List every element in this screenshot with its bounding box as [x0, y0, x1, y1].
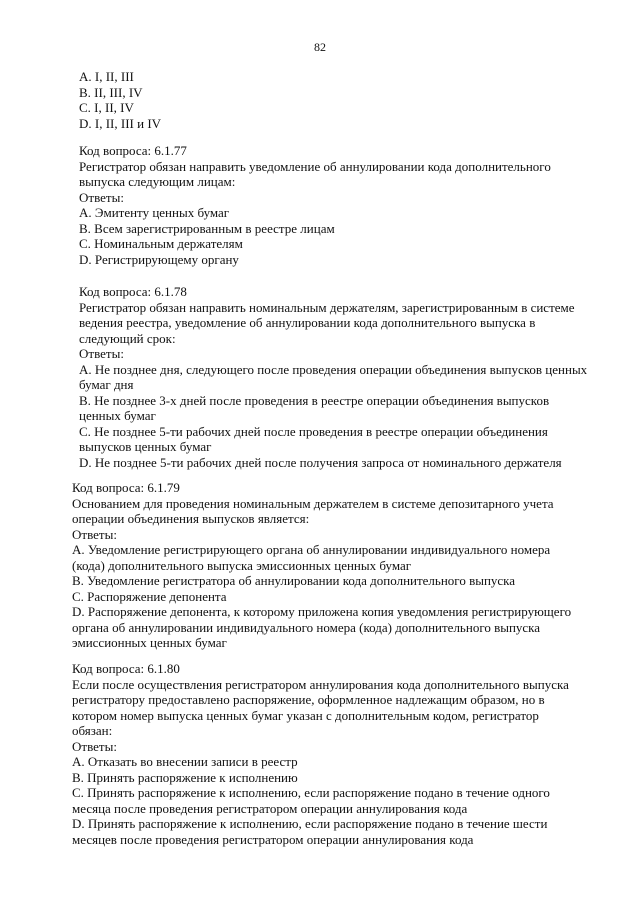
question-text: Регистратор обязан направить уведомление об аннулировании кода дополнительного	[79, 158, 551, 174]
answer-option: эмиссионных ценных бумаг	[72, 635, 227, 650]
answer-option: B. Принять распоряжение к исполнению	[72, 769, 298, 785]
answer-option: C. Принять распоряжение к исполнению, если распоряжение подано в течение одного	[72, 785, 550, 800]
answer-option: B. Не позднее 3-х дней после проведения в реестре операции объединения выпусков	[79, 392, 550, 408]
question-text: следующий срок:	[79, 330, 176, 346]
question-code: Код вопроса: 6.1.80	[72, 661, 180, 676]
prev-answer-option: D. I, II, III и IV	[79, 115, 162, 131]
answers-label: Ответы:	[72, 526, 117, 542]
answer-option: (кода) дополнительного выпуска эмиссионных ценных бумаг	[72, 557, 412, 573]
answer-option: B. Уведомление регистратора об аннулировании кода дополнительного выпуска	[72, 573, 516, 588]
answer-option: выпусков ценных бумаг	[79, 439, 212, 454]
answer-option: органа об аннулировании индивидуального номера (кода) дополнительного выпуска	[72, 619, 541, 635]
answer-option: A. Отказать во внесении записи в реестр	[72, 754, 298, 769]
answers-label: Ответы:	[79, 346, 124, 361]
question-text: Регистратор обязан направить номинальным держателям, зарегистрированным в системе	[79, 299, 575, 315]
answer-option: ценных бумаг	[79, 408, 156, 423]
prev-answer-option: C. I, II, IV	[79, 100, 134, 115]
answer-option: D. Регистрирующему органу	[79, 251, 239, 267]
answer-option: месяцев после проведения регистратором операции аннулирования кода	[72, 831, 474, 847]
prev-answer-option: B. II, III, IV	[79, 84, 143, 100]
answer-option: D. Не позднее 5-ти рабочих дней после получения запроса от номинального держателя	[79, 454, 562, 470]
question-text: обязан:	[72, 723, 113, 738]
question-text: выпуска следующим лицам:	[79, 174, 236, 189]
question-text: Если после осуществления регистратором аннулирования кода дополнительного выпуска	[72, 676, 569, 692]
answer-option: месяца после проведения регистратором операции аннулирования кода	[72, 800, 468, 816]
answer-option: D. Принять распоряжение к исполнению, если распоряжение подано в течение шести	[72, 816, 548, 831]
question-text: Основанием для проведения номинальным держателем в системе депозитарного учета	[72, 495, 554, 511]
answer-option: C. Не позднее 5-ти рабочих дней после проведения в реестре операции объединения	[79, 423, 548, 439]
answer-option: A. Не позднее дня, следующего после проведения операции объединения выпусков ценных	[79, 361, 588, 377]
question-text: ведения реестра, уведомление об аннулировании кода дополнительного выпуска в	[79, 315, 536, 330]
answer-option: D. Распоряжение депонента, к которому приложена копия уведомления регистрирующего	[72, 604, 572, 619]
answer-option: A. Эмитенту ценных бумаг	[79, 205, 230, 220]
answer-option: A. Уведомление регистрирующего органа об аннулировании индивидуального номера	[72, 542, 551, 557]
prev-answer-option: A. I, II, III	[79, 69, 134, 84]
answers-label: Ответы:	[72, 738, 117, 754]
question-text: котором номер выпуска ценных бумаг указан с дополнительным кодом, регистратор	[72, 707, 539, 723]
question-text: операции объединения выпусков является:	[72, 511, 310, 526]
page-number: 82	[314, 40, 326, 54]
question-text: регистратору предоставлено распоряжение, оформленное надлежащим образом, но в	[72, 692, 545, 707]
answer-option: C. Номинальным держателям	[79, 236, 243, 251]
answer-option: B. Всем зарегистрированным в реестре лицам	[79, 220, 335, 236]
question-code: Код вопроса: 6.1.79	[72, 480, 180, 495]
question-code: Код вопроса: 6.1.77	[79, 143, 187, 158]
answer-option: C. Распоряжение депонента	[72, 588, 227, 604]
answers-label: Ответы:	[79, 189, 124, 205]
answer-option: бумаг дня	[79, 377, 134, 392]
question-code: Код вопроса: 6.1.78	[79, 284, 187, 299]
